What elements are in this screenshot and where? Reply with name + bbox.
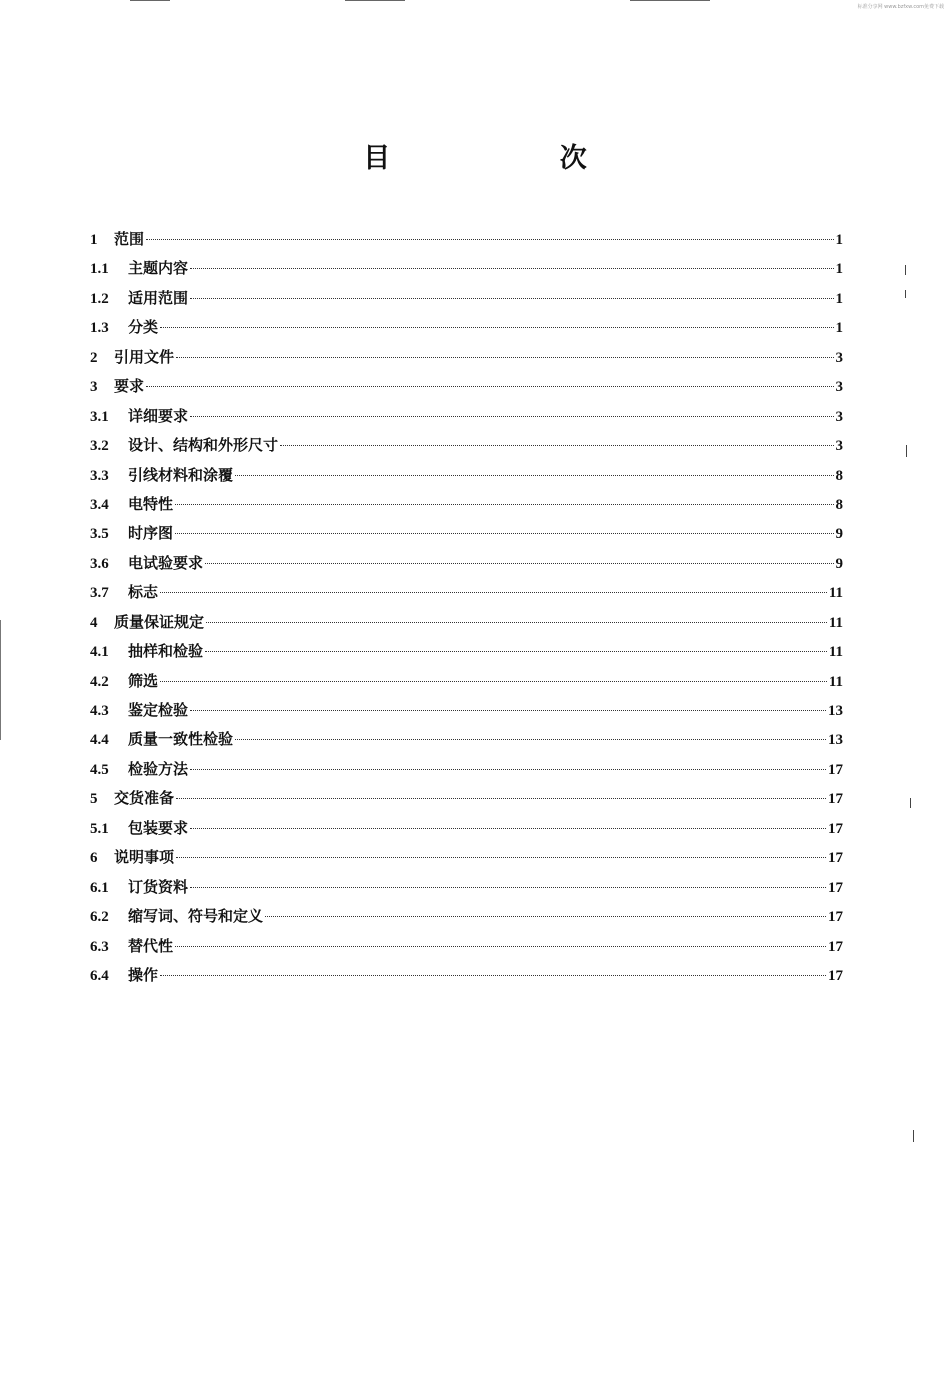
scan-artifact — [905, 265, 906, 275]
scan-artifact — [906, 445, 907, 457]
toc-entry-title: 引线材料和涂覆 — [128, 465, 234, 484]
toc-entry-title: 范围 — [114, 230, 145, 248]
toc-entry-title: 筛选 — [128, 671, 159, 690]
toc-entry-page-number: 17 — [828, 791, 843, 808]
toc-entry-number: 3.2 — [90, 438, 109, 455]
toc-entry-page-number: 3 — [835, 379, 843, 396]
toc-entry-title: 替代性 — [128, 936, 174, 955]
toc-entry-title: 分类 — [128, 318, 159, 337]
toc-leader-dots — [160, 681, 827, 682]
toc-entry — [90, 552, 843, 581]
toc-entry — [90, 346, 843, 375]
watermark-text: 标准分享网 www.bzfxw.com免费下载 — [857, 4, 944, 10]
scan-artifact — [130, 0, 170, 1]
scan-artifact — [630, 0, 710, 1]
toc-leader-dots — [146, 239, 833, 240]
toc-entry-number: 4.3 — [90, 703, 109, 719]
toc-entry — [90, 375, 843, 404]
toc-entry-page-number: 11 — [828, 585, 843, 602]
toc-entry-number: 5.1 — [90, 820, 109, 837]
toc-entry — [90, 316, 843, 345]
scan-artifact — [913, 1130, 914, 1142]
toc-entry-page-number: 17 — [828, 879, 843, 896]
toc-entry-page-number: 17 — [828, 909, 843, 926]
table-of-contents — [90, 228, 843, 993]
toc-leader-dots — [190, 298, 833, 299]
toc-leader-dots — [160, 327, 833, 328]
toc-entry-page-number: 8 — [835, 496, 843, 513]
toc-entry — [90, 257, 843, 286]
toc-entry — [90, 935, 843, 964]
toc-entry-page-number: 17 — [828, 850, 843, 867]
toc-entry-number: 3.1 — [90, 408, 109, 425]
toc-entry — [90, 581, 843, 610]
toc-entry-title: 交货准备 — [114, 789, 175, 808]
toc-entry — [90, 670, 843, 699]
toc-entry-number: 4.2 — [90, 673, 109, 690]
toc-entry-number: 6 — [90, 850, 98, 867]
toc-leader-dots — [175, 946, 826, 947]
toc-entry-number: 6.2 — [90, 909, 109, 926]
toc-entry-title: 质量一致性检验 — [128, 730, 234, 749]
toc-entry — [90, 287, 843, 316]
toc-leader-dots — [280, 445, 833, 446]
toc-entry — [90, 640, 843, 669]
toc-entry-title: 缩写词、符号和定义 — [128, 907, 264, 926]
toc-entry-page-number: 11 — [828, 614, 843, 631]
toc-leader-dots — [190, 268, 833, 269]
toc-entry-number: 1.2 — [90, 290, 109, 307]
toc-entry-title: 抽样和检验 — [128, 642, 204, 661]
toc-entry — [90, 611, 843, 640]
toc-entry-page-number: 1 — [835, 261, 843, 278]
toc-leader-dots — [235, 475, 833, 476]
toc-entry-page-number: 3 — [835, 349, 843, 366]
toc-entry-title: 标志 — [128, 583, 159, 602]
toc-entry-title: 主题内容 — [128, 259, 189, 278]
toc-leader-dots — [235, 739, 826, 740]
toc-entry-title: 电试验要求 — [128, 553, 204, 572]
toc-leader-dots — [190, 769, 826, 770]
toc-entry-title: 说明事项 — [114, 848, 175, 867]
scan-artifact — [910, 798, 911, 808]
toc-entry-title: 包装要求 — [128, 818, 189, 837]
toc-leader-dots — [160, 592, 827, 593]
toc-leader-dots — [205, 651, 827, 652]
toc-entry — [90, 405, 843, 434]
toc-entry-number: 6.4 — [90, 967, 109, 984]
toc-entry-page-number: 3 — [835, 408, 843, 425]
toc-entry-page-number: 1 — [835, 290, 843, 307]
toc-entry-title: 时序图 — [128, 524, 174, 543]
toc-entry-number: 6.3 — [90, 938, 109, 955]
toc-entry-number: 1.1 — [90, 261, 109, 278]
toc-entry-number: 3.7 — [90, 585, 109, 602]
toc-entry — [90, 728, 843, 757]
toc-entry — [90, 699, 843, 728]
toc-leader-dots — [175, 533, 833, 534]
toc-entry-page-number: 1 — [835, 232, 843, 248]
toc-entry-title: 检验方法 — [128, 759, 189, 778]
toc-leader-dots — [190, 416, 833, 417]
toc-entry — [90, 228, 843, 257]
toc-leader-dots — [205, 563, 833, 564]
toc-entry-page-number: 3 — [835, 438, 843, 455]
toc-entry-page-number: 13 — [828, 732, 843, 749]
toc-entry-title: 引用文件 — [114, 347, 175, 366]
toc-entry — [90, 787, 843, 816]
toc-entry-page-number: 17 — [828, 938, 843, 955]
toc-entry-title: 电特性 — [128, 494, 174, 513]
toc-entry-number: 3 — [90, 379, 98, 396]
toc-entry-page-number: 11 — [828, 644, 843, 661]
page-title: 目 次 — [363, 143, 667, 174]
toc-entry-number: 1.3 — [90, 320, 109, 337]
toc-entry-number: 6.1 — [90, 879, 109, 896]
toc-entry — [90, 464, 843, 493]
toc-entry — [90, 434, 843, 463]
toc-entry-title: 订货资料 — [128, 877, 189, 896]
toc-leader-dots — [206, 622, 827, 623]
toc-entry-number: 2 — [90, 349, 98, 366]
toc-entry-page-number: 13 — [828, 703, 843, 719]
toc-entry-number: 4 — [90, 614, 98, 631]
toc-entry-title: 详细要求 — [128, 406, 189, 425]
toc-leader-dots — [160, 975, 826, 976]
toc-leader-dots — [146, 386, 833, 387]
toc-entry-number: 4.4 — [90, 732, 109, 749]
toc-leader-dots — [190, 887, 826, 888]
toc-entry — [90, 758, 843, 787]
toc-leader-dots — [176, 857, 826, 858]
toc-entry-page-number: 1 — [835, 320, 843, 337]
scan-artifact — [0, 620, 1, 740]
toc-entry-page-number: 17 — [828, 820, 843, 837]
toc-entry — [90, 522, 843, 551]
toc-entry-number: 3.3 — [90, 467, 109, 484]
toc-entry-page-number: 8 — [835, 467, 843, 484]
toc-leader-dots — [265, 916, 826, 917]
toc-entry — [90, 876, 843, 905]
toc-entry — [90, 493, 843, 522]
toc-entry-title: 要求 — [114, 377, 145, 396]
toc-entry — [90, 905, 843, 934]
toc-entry-title: 鉴定检验 — [128, 701, 189, 719]
toc-entry-page-number: 17 — [828, 761, 843, 778]
toc-entry-title: 质量保证规定 — [114, 612, 205, 631]
toc-leader-dots — [190, 710, 826, 711]
toc-leader-dots — [190, 828, 826, 829]
toc-entry — [90, 964, 843, 993]
toc-entry-page-number: 9 — [835, 555, 843, 572]
toc-entry-page-number: 17 — [828, 967, 843, 984]
toc-leader-dots — [176, 798, 826, 799]
scan-artifact — [345, 0, 405, 1]
toc-entry-number: 5 — [90, 791, 98, 808]
toc-entry — [90, 817, 843, 846]
toc-entry-page-number: 9 — [835, 526, 843, 543]
toc-entry-page-number: 11 — [828, 673, 843, 690]
toc-entry-number: 3.5 — [90, 526, 109, 543]
toc-leader-dots — [176, 357, 833, 358]
toc-entry-title: 操作 — [128, 965, 159, 984]
toc-entry-number: 3.6 — [90, 555, 109, 572]
toc-entry-number: 4.1 — [90, 644, 109, 661]
toc-entry — [90, 846, 843, 875]
toc-entry-number: 4.5 — [90, 761, 109, 778]
toc-entry-number: 3.4 — [90, 496, 109, 513]
scan-artifact — [905, 290, 906, 298]
toc-entry-title: 设计、结构和外形尺寸 — [128, 436, 279, 455]
toc-entry-number: 1 — [90, 232, 98, 248]
toc-leader-dots — [175, 504, 833, 505]
toc-entry-title: 适用范围 — [128, 288, 189, 307]
